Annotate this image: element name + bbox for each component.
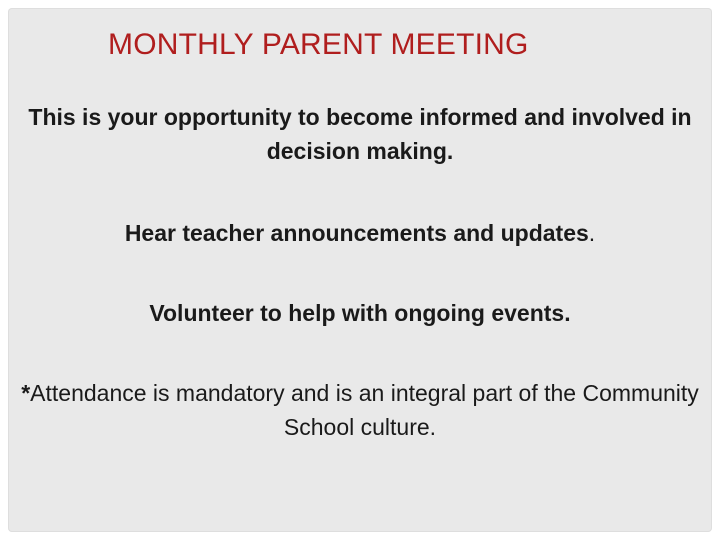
- opportunity-paragraph: This is your opportunity to become informed and involved in decision making.: [28, 104, 692, 164]
- announcements-text: Hear teacher announcements and updates: [124, 220, 589, 246]
- announcements-paragraph: [0, 216, 720, 250]
- announcements-period: .: [588, 220, 596, 246]
- volunteer-paragraph: Volunteer to help with ongoing events.: [149, 300, 571, 326]
- attendance-asterisk: *: [21, 380, 31, 406]
- attendance-paragraph: [0, 376, 720, 444]
- content-panel: [8, 8, 712, 532]
- attendance-text: Attendance is mandatory and is an integral part of the Community School culture.: [30, 380, 699, 440]
- slide-title: MONTHLY PARENT MEETING: [108, 28, 529, 61]
